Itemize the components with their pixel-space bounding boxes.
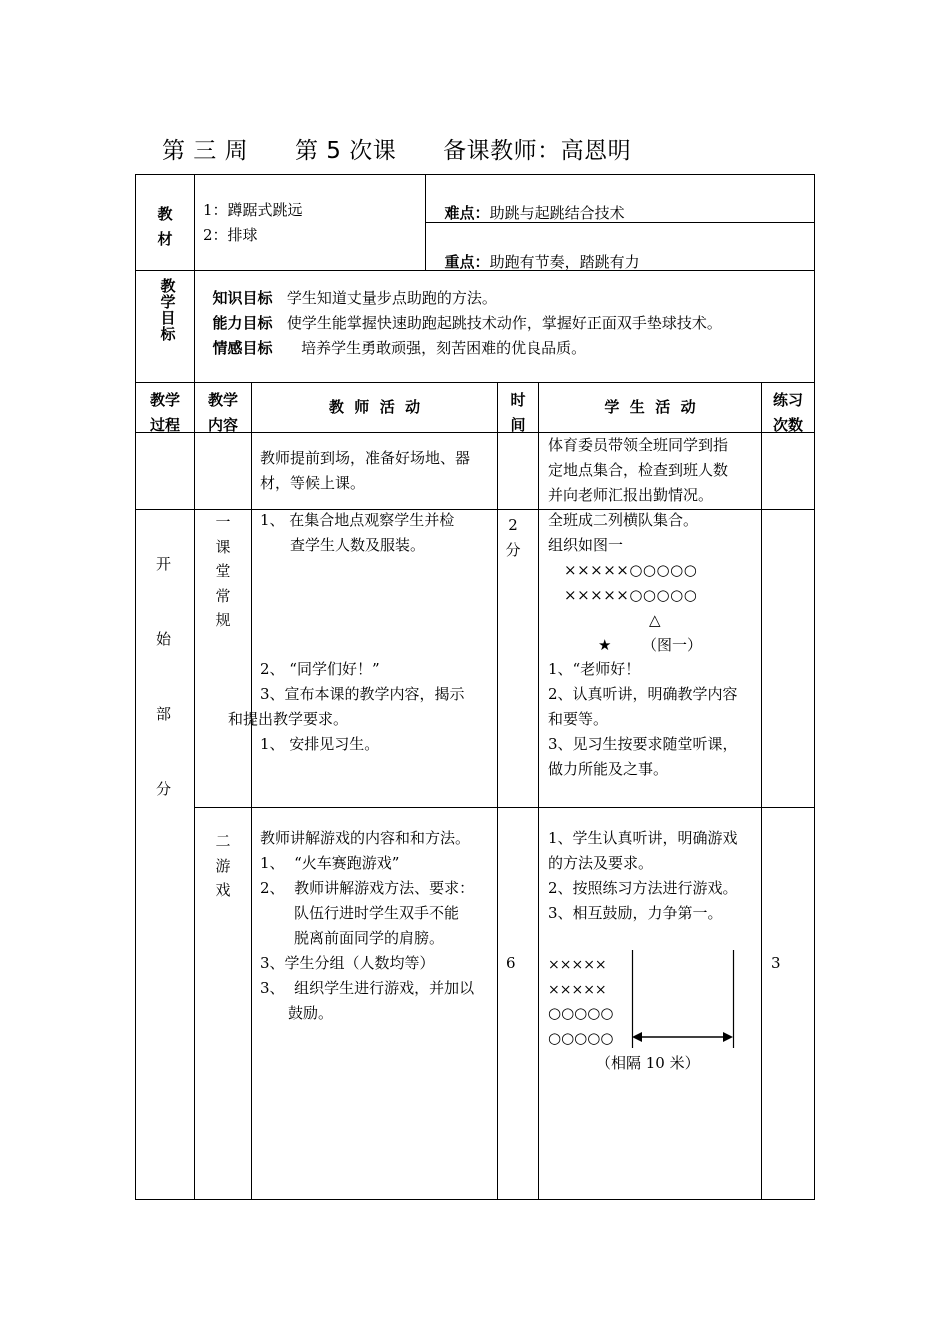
routine-student-line-2: 组织如图一 — [548, 536, 624, 554]
game-teacher-line-3: 2、 教师讲解游戏方法、要求： — [260, 879, 475, 897]
part-label-char-3: 部 — [156, 705, 172, 723]
game-time: 6 — [506, 954, 516, 972]
formation-row-1: ×××××○○○○○ — [564, 561, 698, 579]
goals-label: 教学目标 — [160, 277, 176, 343]
key-point-label: 重点： — [444, 253, 490, 271]
game-content-label: 二游戏 — [215, 832, 231, 899]
header-process: 教学 过程 — [149, 391, 180, 434]
header-teacher: 教 师 活 动 — [328, 398, 421, 416]
figure-1-caption: （图一） — [642, 636, 703, 654]
game-teacher-line-4: 队伍行进时学生双手不能 — [294, 904, 460, 922]
routine-teacher-line-6: 1、 安排见习生。 — [260, 735, 380, 753]
game-student-line-3: 2、按照练习方法进行游戏。 — [548, 879, 738, 897]
header-content: 教学 内容 — [207, 391, 238, 434]
part-label-char-2: 始 — [156, 630, 172, 648]
difficulty-label: 难点： — [444, 204, 490, 222]
routine-teacher-line-4: 3、宣布本课的教学内容，揭示 — [260, 685, 465, 703]
routine-content-label: 一课堂常规 — [215, 513, 231, 629]
routine-student-line-3: 1、“老师好！ — [548, 660, 641, 678]
game-diagram-row-3: ○○○○○ — [548, 1004, 614, 1022]
header-time: 时 间 — [510, 391, 526, 434]
routine-student-line-5: 和要等。 — [548, 710, 609, 728]
header-count: 练习 次数 — [772, 391, 803, 434]
routine-teacher-line-1: 1、 在集合地点观察学生并检 — [260, 511, 455, 529]
game-student-line-4: 3、相互鼓励，力争第一。 — [548, 904, 723, 922]
formation-row-2: ×××××○○○○○ — [564, 586, 698, 604]
game-count: 3 — [771, 954, 781, 972]
routine-student-line-6: 3、见习生按要求随堂听课， — [548, 735, 738, 753]
arrow-head-right-icon — [723, 1032, 733, 1042]
difficulty-text: 助跳与起跳结合技术 — [489, 204, 625, 222]
prep-student-line-1: 体育委员带领全班同学到指 — [548, 436, 729, 454]
game-diagram-row-4: ○○○○○ — [548, 1029, 614, 1047]
prep-student-line-2: 定地点集合，检查到班人数 — [548, 461, 729, 479]
game-student-line-2: 的方法及要求。 — [548, 854, 654, 872]
routine-teacher-line-3: 2、 “同学们好！” — [260, 660, 380, 678]
game-diagram-row-1: ××××× — [548, 957, 607, 973]
game-teacher-line-7: 3、 组织学生进行游戏，并加以 — [260, 979, 475, 997]
header-student: 学 生 活 动 — [604, 398, 696, 416]
game-teacher-line-5: 脱离前面同学的肩膀。 — [294, 929, 445, 947]
game-teacher-line-6: 3、学生分组（人数均等） — [260, 954, 435, 972]
routine-time: 2 分 — [505, 516, 521, 559]
arrow-head-left-icon — [632, 1032, 642, 1042]
goal-ability-text: 使学生能掌握快速助跑起跳技术动作，掌握好正面双手垫球技术。 — [286, 314, 722, 332]
goal-emotion-text: 培养学生勇敢顽强，刻苦困难的优良品质。 — [301, 339, 587, 357]
goal-ability-label: 能力目标 — [212, 314, 273, 332]
page-title: 第 三 周 第 5 次课 备课教师：高恩明 — [162, 138, 632, 164]
prep-student-line-3: 并向老师汇报出勤情况。 — [548, 486, 714, 504]
game-diagram-row-2: ××××× — [548, 982, 607, 998]
routine-teacher-line-2: 查学生人数及服装。 — [290, 536, 426, 554]
prep-teacher-line-2: 材，等候上课。 — [260, 474, 366, 492]
material-item-1: 1：蹲踞式跳远 — [203, 201, 303, 219]
game-teacher-line-1: 教师讲解游戏的内容和和方法。 — [260, 829, 471, 847]
routine-teacher-line-5: 和提出教学要求。 — [228, 710, 349, 728]
material-item-2: 2：排球 — [203, 226, 258, 244]
formation-triangle-icon: △ — [649, 611, 661, 629]
game-teacher-line-2: 1、 “火车赛跑游戏” — [260, 854, 400, 872]
goal-knowledge-text: 学生知道丈量步点助跑的方法。 — [286, 289, 497, 307]
part-label-char-1: 开 — [156, 555, 172, 573]
prep-teacher-line-1: 教师提前到场，准备好场地、器 — [260, 449, 471, 467]
game-student-line-1: 1、学生认真听讲，明确游戏 — [548, 829, 738, 847]
key-point-text: 助跑有节奏，踏跳有力 — [489, 253, 640, 271]
goal-emotion-label: 情感目标 — [212, 339, 273, 357]
goal-knowledge-label: 知识目标 — [212, 289, 273, 307]
part-label-char-4: 分 — [156, 780, 172, 798]
routine-student-line-1: 全班成二列横队集合。 — [548, 511, 699, 529]
game-diagram-caption: （相隔 10 米） — [596, 1054, 700, 1072]
routine-student-line-7: 做力所能及之事。 — [548, 760, 669, 778]
formation-star-icon: ★ — [598, 636, 612, 654]
game-teacher-line-8: 鼓励。 — [288, 1004, 334, 1022]
routine-student-line-4: 2、认真听讲，明确教学内容 — [548, 685, 738, 703]
material-label: 教 材 — [157, 205, 173, 248]
